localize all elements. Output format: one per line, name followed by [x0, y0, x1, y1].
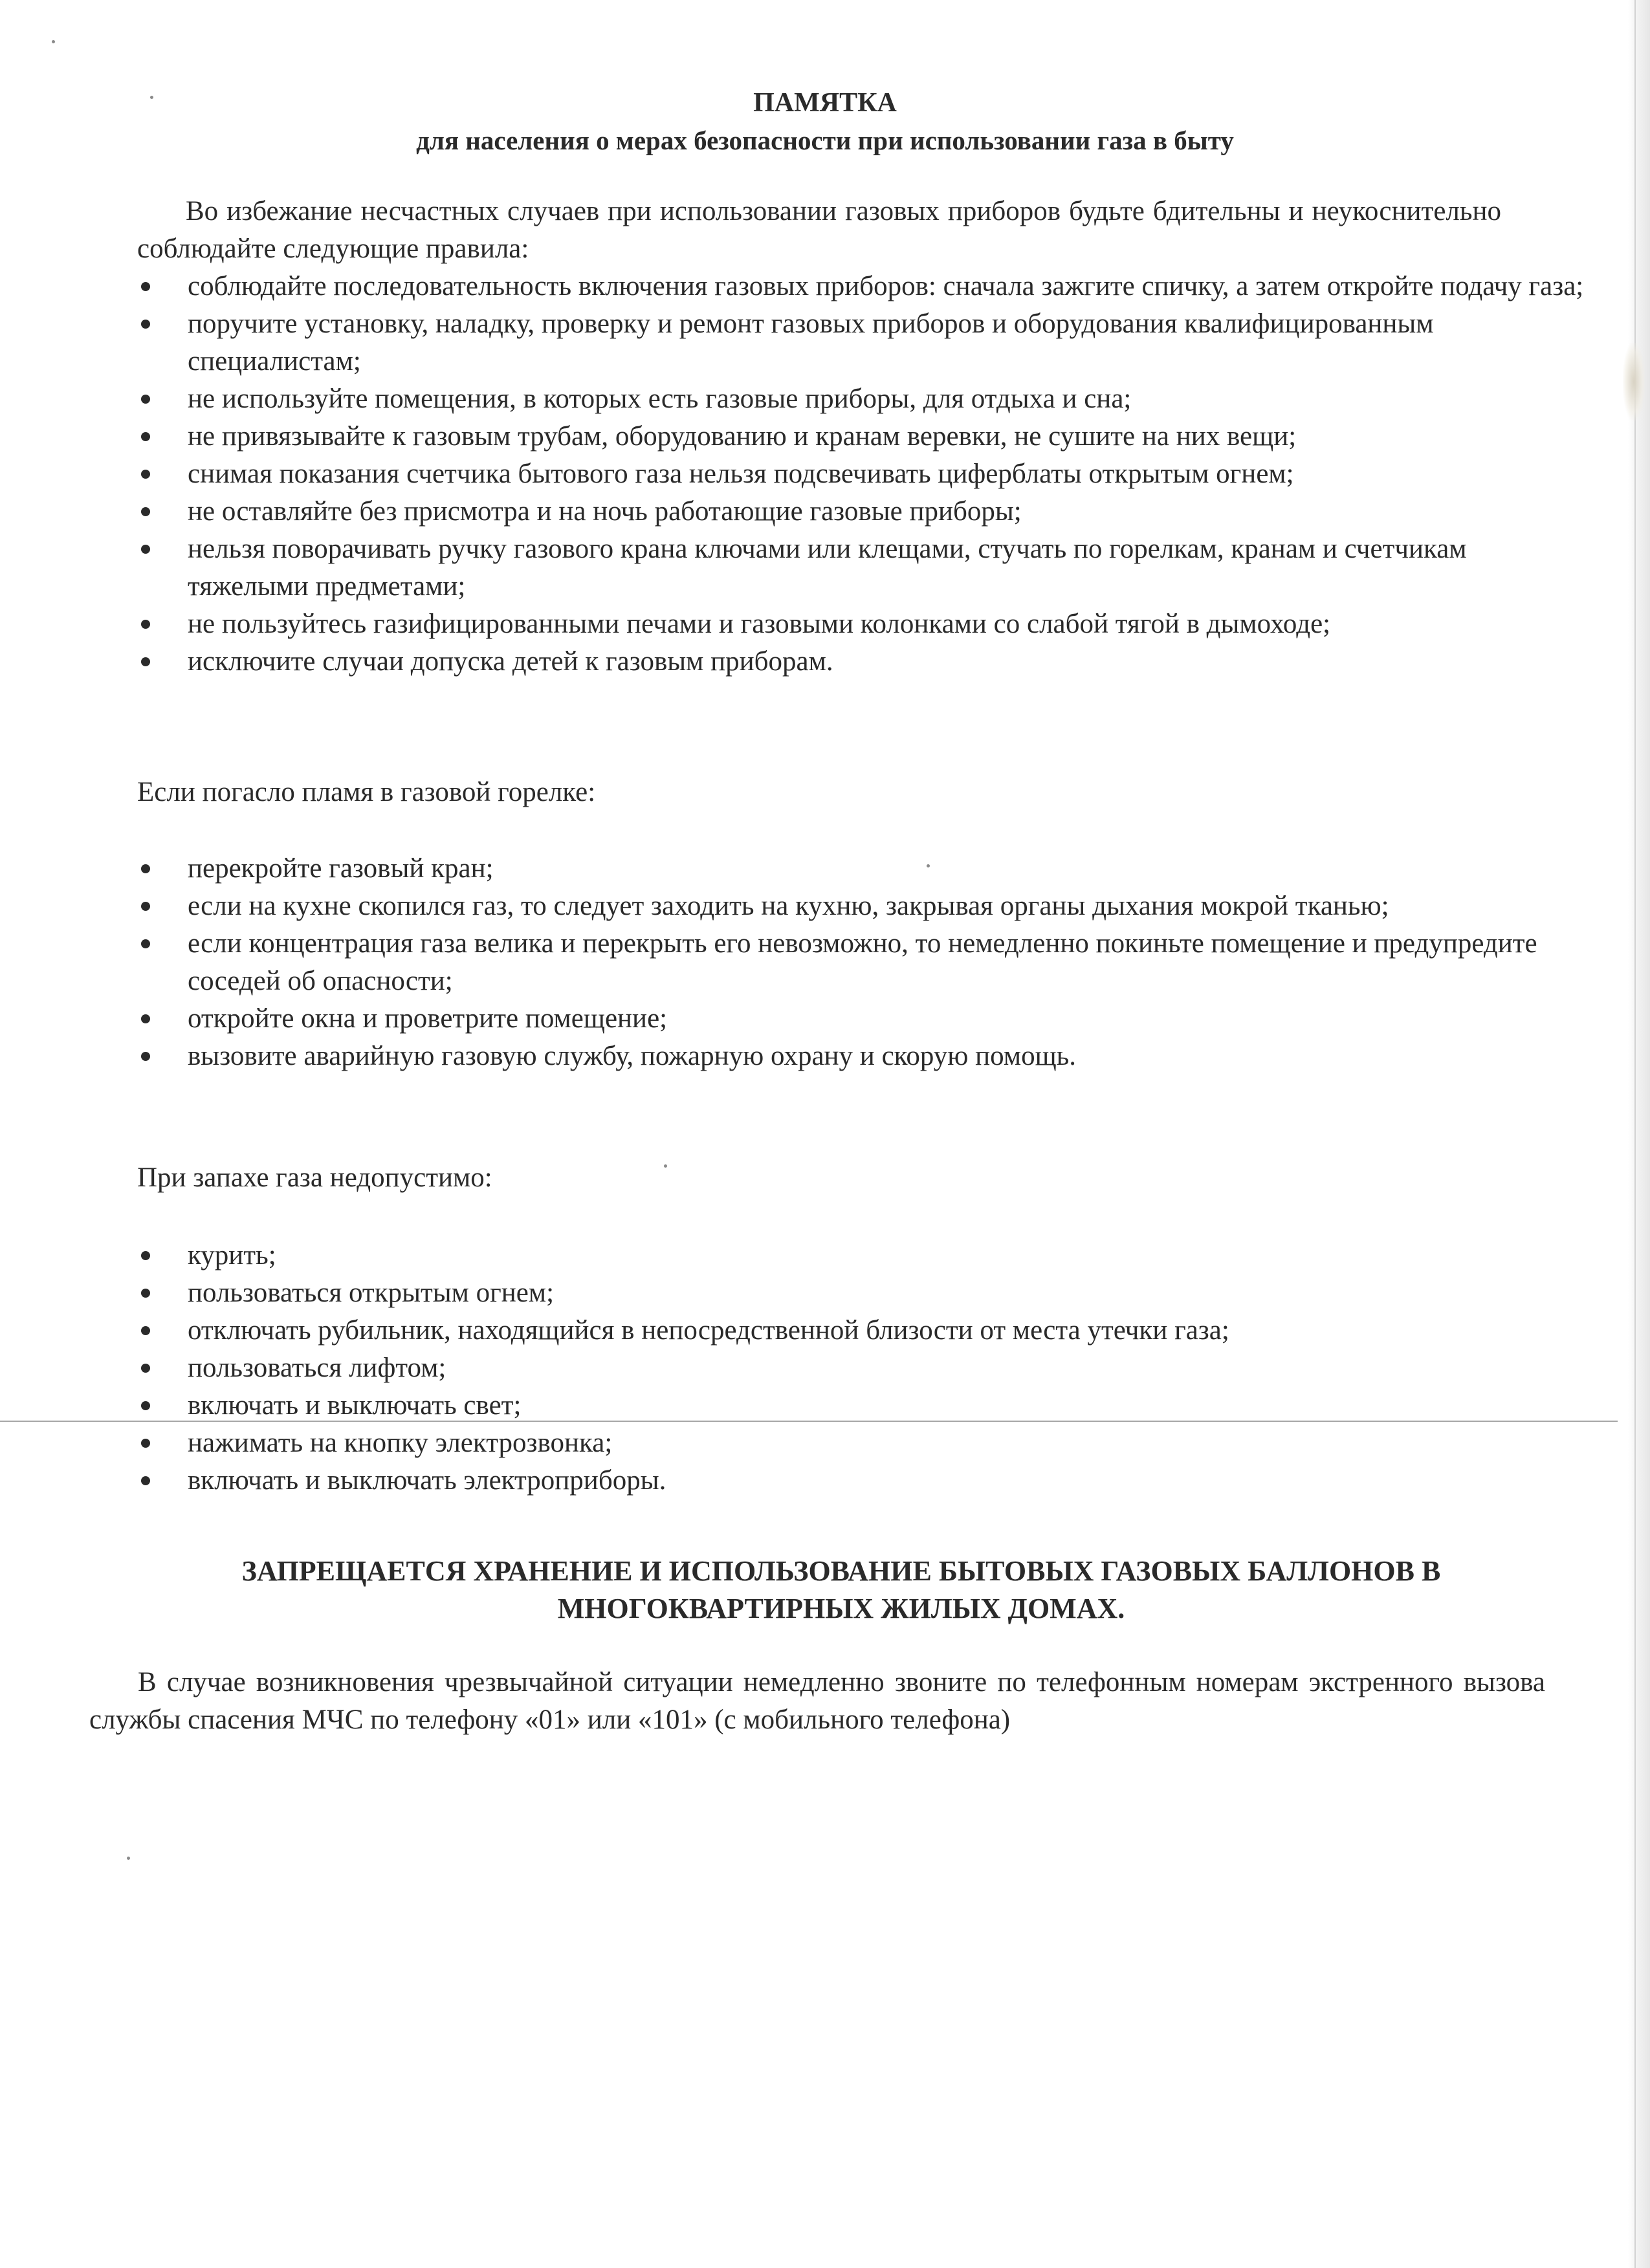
bullet-icon [141, 657, 150, 666]
safety-rule-item-text: поручите установку, наладку, проверку и ремонт газовых приборов и оборудования квалифицированным специалистам; [188, 309, 1434, 376]
safety-rule-item-text: не используйте помещения, в которых есть газовые приборы, для отдыха и сна; [188, 384, 1132, 414]
bullet-icon [141, 864, 150, 873]
bullet-icon [141, 1251, 150, 1260]
flame-out-action-item-text: откройте окна и проветрите помещение; [188, 1003, 668, 1034]
bullet-icon [141, 1014, 150, 1023]
gas-smell-prohibition-item [136, 1387, 1585, 1424]
flame-out-action-item-text: если на кухне скопился газ, то следует заходить на кухню, закрывая органы дыхания мокрой тканью; [188, 891, 1389, 921]
flame-out-action-item [136, 1000, 1585, 1038]
safety-rule-item [136, 530, 1585, 605]
flame-out-action-item [136, 850, 1585, 888]
safety-rule-item [136, 418, 1585, 455]
flame-out-action-item [136, 1038, 1585, 1075]
safety-rule-item-text: снимая показания счетчика бытового газа нельзя подсвечивать циферблаты открытым огнем; [188, 459, 1294, 489]
intro-paragraph: Во избежание несчастных случаев при использовании газовых приборов будьте бдительны и неукоснительно соблюдайте следующие правила: [137, 196, 1501, 264]
scan-speck [52, 40, 55, 43]
flame-out-action-item-text: если концентрация газа велика и перекрыть его невозможно, то немедленно покиньте помещение и предупредите соседей об опасности; [188, 928, 1537, 996]
gas-smell-prohibition-item-text: отключать рубильник, находящийся в непосредственной близости от места утечки газа; [188, 1315, 1229, 1346]
gas-smell-prohibition-item-text: нажимать на кнопку электрозвонка; [188, 1428, 613, 1458]
bullet-icon [141, 282, 150, 291]
gas-smell-prohibition-item-text: включать и выключать свет; [188, 1390, 522, 1421]
scan-edge-shadow [1628, 0, 1650, 2268]
gas-smell-prohibition-item [136, 1312, 1585, 1349]
scan-speck [127, 1857, 130, 1860]
gas-smell-prohibition-item [136, 1462, 1585, 1499]
flame-out-actions-list [136, 850, 1585, 1075]
safety-rule-item-text: нельзя поворачивать ручку газового крана ключами или клещами, стучать по горелкам, кранам и счетчикам тяжелыми предметами; [188, 534, 1467, 602]
flame-out-heading: Если погасло пламя в газовой горелке: [137, 777, 596, 807]
gas-smell-prohibition-item-text: включать и выключать электроприборы. [188, 1465, 666, 1496]
document-subtitle: для населения о мерах безопасности при использовании газа в быту [416, 125, 1234, 155]
gas-smell-prohibitions-list [136, 1237, 1585, 1499]
gas-smell-prohibition-item [136, 1424, 1585, 1462]
flame-out-action-item-text: вызовите аварийную газовую службу, пожарную охрану и скорую помощь. [188, 1041, 1077, 1071]
safety-rule-item-text: не пользуйтесь газифицированными печами и газовыми колонками со слабой тягой в дымоходе; [188, 609, 1331, 639]
paper-stain [1623, 343, 1645, 420]
gas-smell-prohibition-item [136, 1349, 1585, 1387]
scan-edge-line [1634, 0, 1636, 2268]
safety-rule-item [136, 305, 1585, 380]
bullet-icon [141, 1401, 150, 1410]
bullet-icon [141, 1364, 150, 1373]
gas-smell-prohibition-item-text: пользоваться открытым огнем; [188, 1278, 555, 1308]
cylinder-warning-line-1: ЗАПРЕЩАЕТСЯ ХРАНЕНИЕ И ИСПОЛЬЗОВАНИЕ БЫТОВЫХ ГАЗОВЫХ БАЛЛОНОВ В [241, 1555, 1441, 1587]
safety-rule-item-text: исключите случаи допуска детей к газовым приборам. [188, 646, 833, 677]
gas-smell-prohibition-item [136, 1274, 1585, 1312]
flame-out-action-item [136, 925, 1585, 1000]
cylinder-warning-line-2: МНОГОКВАРТИРНЫХ ЖИЛЫХ ДОМАХ. [557, 1593, 1125, 1624]
bullet-icon [141, 1476, 150, 1485]
safety-rule-item-text: не оставляйте без присмотра и на ночь работающие газовые приборы; [188, 496, 1022, 527]
safety-rule-item [136, 605, 1585, 643]
bullet-icon [141, 939, 150, 948]
bullet-icon [141, 507, 150, 516]
safety-rule-item [136, 643, 1585, 681]
safety-rule-item [136, 380, 1585, 418]
document-title: ПАМЯТКА [753, 88, 897, 118]
gas-smell-prohibition-item [136, 1237, 1585, 1274]
bullet-icon [141, 395, 150, 404]
bullet-icon [141, 620, 150, 629]
bullet-icon [141, 432, 150, 441]
bullet-icon [141, 1289, 150, 1298]
emergency-contacts-paragraph: В случае возникновения чрезвычайной ситуации немедленно звоните по телефонным номерам экстренного вызова службы спасения МЧС по телефону «01» или «101» (с мобильного телефона) [89, 1667, 1545, 1735]
safety-rule-item [136, 268, 1585, 305]
bullet-icon [141, 1439, 150, 1448]
safety-rule-item [136, 455, 1585, 493]
gas-smell-prohibition-item-text: курить; [188, 1240, 276, 1270]
gas-smell-prohibition-item-text: пользоваться лифтом; [188, 1353, 446, 1383]
flame-out-action-item [136, 888, 1585, 925]
safety-rule-item-text: соблюдайте последовательность включения газовых приборов: сначала зажгите спичку, а затем откройте подачу газа; [188, 271, 1584, 301]
bullet-icon [141, 1052, 150, 1061]
bullet-icon [141, 320, 150, 329]
bullet-icon [141, 902, 150, 911]
bullet-icon [141, 470, 150, 479]
flame-out-action-item-text: перекройте газовый кран; [188, 853, 494, 884]
safety-rule-item [136, 493, 1585, 530]
gas-smell-heading: При запахе газа недопустимо: [137, 1162, 492, 1193]
safety-rules-list [136, 268, 1585, 681]
bullet-icon [141, 545, 150, 554]
safety-rule-item-text: не привязывайте к газовым трубам, оборудованию и кранам веревки, не сушите на них вещи; [188, 421, 1297, 452]
bullet-icon [141, 1326, 150, 1335]
